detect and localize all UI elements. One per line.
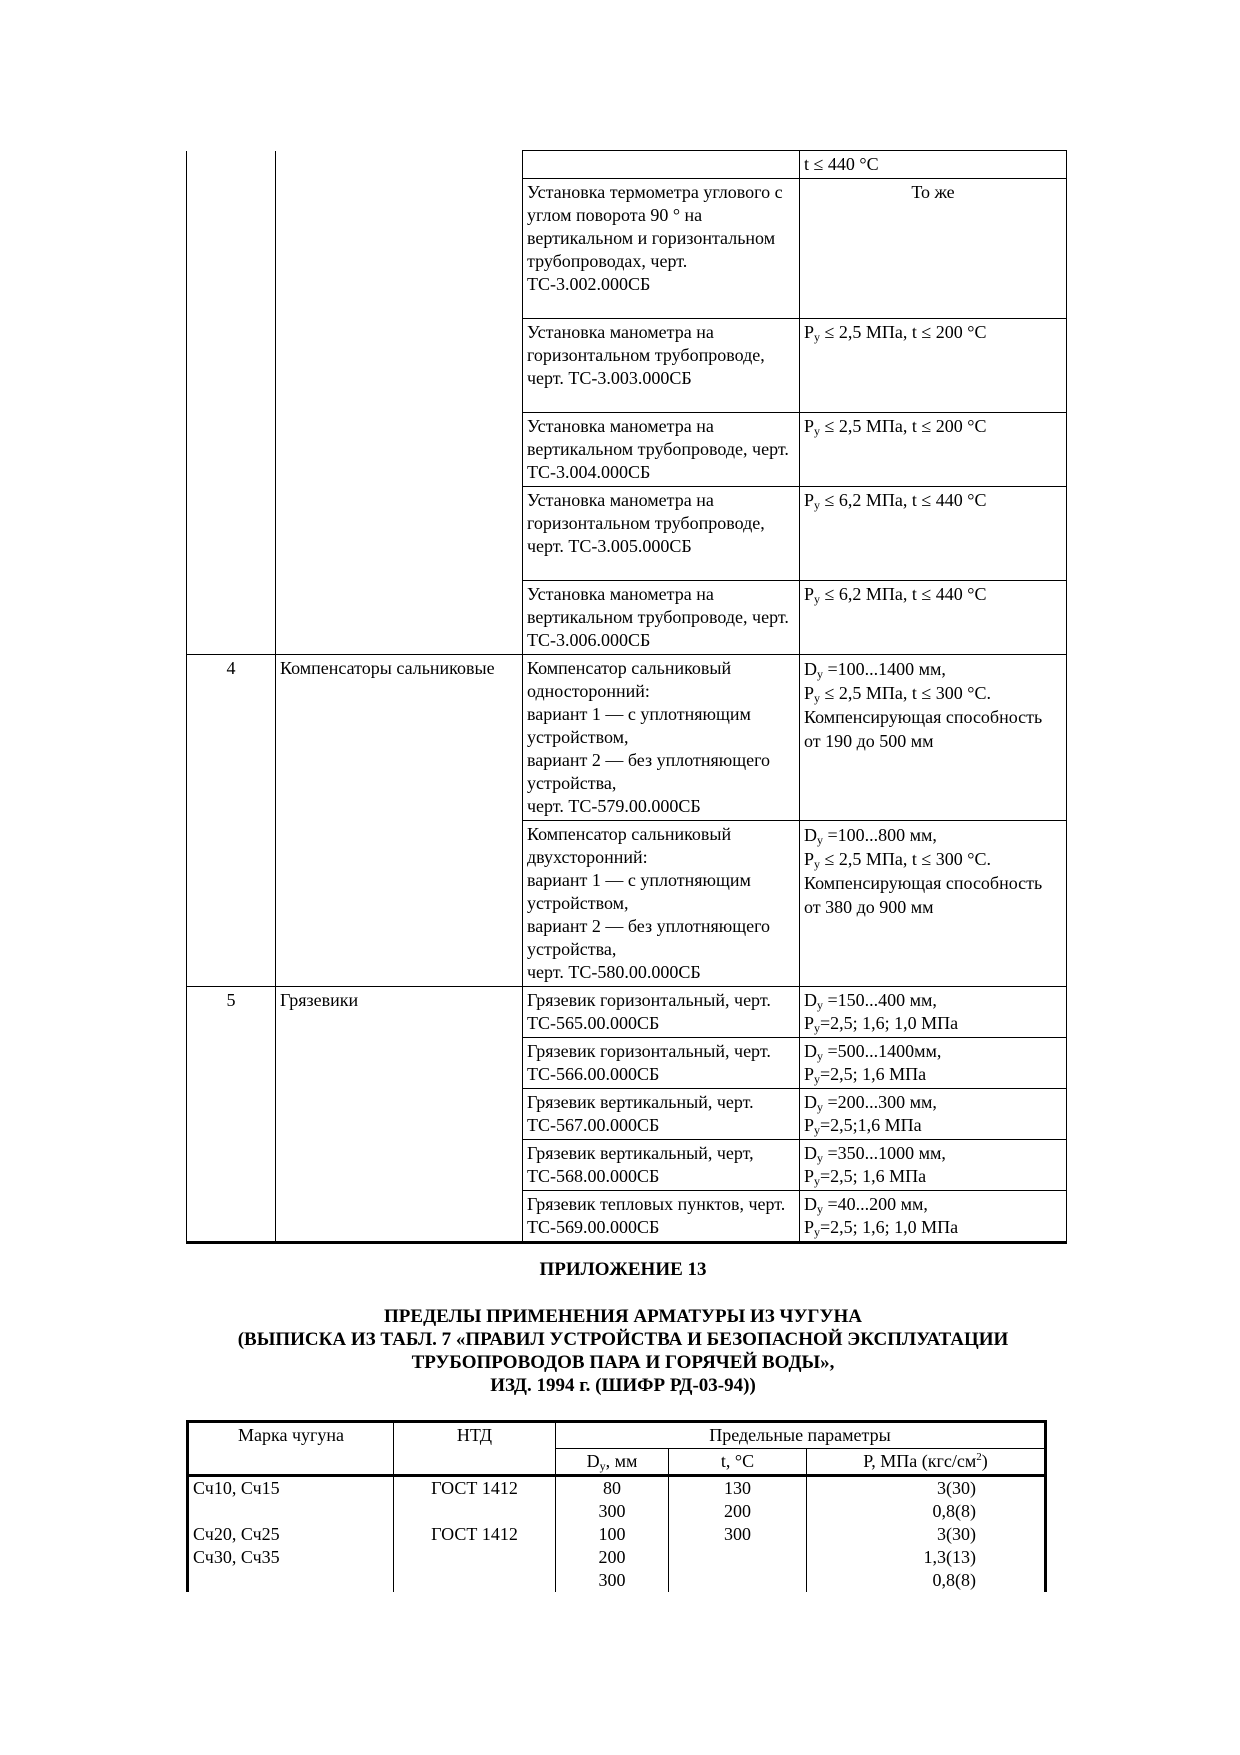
param-line: $D_у =350...1000$ мм, (804, 1143, 946, 1165)
dy-cell: 80 300 100 200 300 (556, 1476, 669, 1593)
param-line: Компенсирующая способность от 380 до 900 мм (804, 873, 1043, 917)
group-name-cell (276, 413, 523, 487)
table-row (187, 581, 1067, 655)
item-line: вариант 1 — с уплотняющим устройством, (527, 870, 751, 913)
item-cell: Установка манометра на горизонтальном трубопроводе, черт. ТС-3.005.000СБ (523, 487, 800, 581)
group-name-cell (276, 1089, 523, 1140)
item-cell: Грязевик горизонтальный, черт. ТС-566.00.000СБ (523, 1038, 800, 1089)
row-number-cell (187, 179, 276, 319)
appendix-title-line: ТРУБОПРОВОДОВ ПАРА И ГОРЯЧЕЙ ВОДЫ», (411, 1352, 835, 1373)
params-cell: t ≤ 440 °C (800, 151, 1067, 179)
group-name-cell: Компенсаторы сальниковые (276, 655, 523, 821)
params-cell (800, 655, 1067, 821)
params-cell (800, 1038, 1067, 1089)
t-cell: 130 200 300 (669, 1476, 807, 1593)
item-line: вариант 1 — с уплотняющим устройством, (527, 704, 751, 747)
item-line: Компенсатор сальниковый односторонний: (527, 658, 732, 701)
column-header-ntd: НТД (394, 1422, 556, 1476)
param-line: $D_у =500...1400мм$, (804, 1041, 942, 1063)
item-line: вариант 2 — без уплотняющего устройства, (527, 750, 770, 793)
param-line: $D_у =100...800$ мм, (804, 825, 937, 847)
params-cell: $P_у \le 6,2$ МПа, t ≤ 440 °C (800, 581, 1067, 655)
params-cell: $P_у \le 6,2$ МПа, t ≤ 440 °C (800, 487, 1067, 581)
param-line: $P_у \le 2,5$ МПа, t ≤ 300 °C. (804, 683, 991, 705)
group-name-cell (276, 821, 523, 987)
table-row (187, 413, 1067, 487)
param-line: $D_у =40...200$ мм, (804, 1194, 928, 1216)
group-name-cell (276, 581, 523, 655)
param-line: $P_у=2,5$; 1,6; 1,0 МПа (804, 1217, 959, 1239)
appendix-title-line: ИЗД. 1994 г. (ШИФР РД-03-94)) (490, 1375, 756, 1396)
appendix-title-line: (ВЫПИСКА ИЗ ТАБЛ. 7 «ПРАВИЛ УСТРОЙСТВА И БЕЗОПАСНОЙ ЭКСПЛУАТАЦИИ (237, 1329, 1009, 1350)
item-cell: Грязевик вертикальный, черт, ТС-568.00.000СБ (523, 1140, 800, 1191)
appendix-label: ПРИЛОЖЕНИЕ 13 (539, 1259, 707, 1280)
p-cell: 3(30) 0,8(8) 3(30) 1,3(13) 0,8(8) (807, 1476, 1046, 1593)
column-header-p: P, МПа $(кгс/см^2)$ (807, 1449, 1046, 1476)
item-cell (523, 151, 800, 179)
row-number-cell: 5 (187, 987, 276, 1038)
item-cell: Установка манометра на вертикальном трубопроводе, черт. ТС-3.004.000СБ (523, 413, 800, 487)
row-number-cell (187, 151, 276, 179)
params-cell (800, 821, 1067, 987)
group-name-cell (276, 319, 523, 413)
group-name-cell (276, 1191, 523, 1243)
table-row (188, 1476, 1046, 1593)
params-cell: $P_у \le 2,5$ МПа, t ≤ 200 °C (800, 413, 1067, 487)
table-row (187, 487, 1067, 581)
group-name-cell (276, 179, 523, 319)
table-row (187, 179, 1067, 319)
item-line: черт. ТС-580.00.000СБ (527, 962, 701, 982)
row-number-cell (187, 1038, 276, 1089)
item-line: черт. ТС-579.00.000СБ (527, 796, 701, 816)
table-row (187, 1089, 1067, 1140)
param-line: $P_у \le 2,5$ МПа, t ≤ 300 °C. (804, 849, 991, 871)
params-cell (800, 987, 1067, 1038)
table-row (187, 655, 1067, 821)
row-number-cell: 4 (187, 655, 276, 821)
item-line: Компенсатор сальниковый двухсторонний: (527, 824, 732, 867)
table-row (187, 1038, 1067, 1089)
params-cell: $P_у \le 2,5$ МПа, t ≤ 200 °C (800, 319, 1067, 413)
group-name-cell: Грязевики (276, 987, 523, 1038)
table-row (187, 1140, 1067, 1191)
item-line: вариант 2 — без уплотняющего устройства, (527, 916, 770, 959)
ntd-cell: ГОСТ 1412 ГОСТ 1412 (394, 1476, 556, 1593)
column-header-dy: $D_у$, мм (556, 1449, 669, 1476)
group-name-cell (276, 1038, 523, 1089)
fittings-table (186, 150, 1067, 1244)
param-line: $D_у =200...300$ мм, (804, 1092, 937, 1114)
table-row (187, 1191, 1067, 1243)
grade-cell: Сч10, Сч15 Сч20, Сч25 Сч30, Сч35 (188, 1476, 394, 1593)
item-cell: Грязевик горизонтальный, черт. ТС-565.00.000СБ (523, 987, 800, 1038)
row-number-cell (187, 1089, 276, 1140)
row-number-cell (187, 821, 276, 987)
appendix-title-line: ПРЕДЕЛЫ ПРИМЕНЕНИЯ АРМАТУРЫ ИЗ ЧУГУНА (384, 1306, 862, 1327)
column-header-limits: Предельные параметры (556, 1422, 1046, 1449)
item-cell: Грязевик вертикальный, черт. ТС-567.00.000СБ (523, 1089, 800, 1140)
row-number-cell (187, 319, 276, 413)
item-cell: Установка манометра на вертикальном трубопроводе, черт. ТС-3.006.000СБ (523, 581, 800, 655)
item-cell (523, 655, 800, 821)
column-header-grade: Марка чугуна (188, 1422, 394, 1476)
params-cell: То же (800, 179, 1067, 319)
param-line: $D_у =100...1400$ мм, (804, 659, 946, 681)
params-cell (800, 1089, 1067, 1140)
row-number-cell (187, 581, 276, 655)
param-line: $P_у=2,5$; 1,6 МПа (804, 1166, 927, 1188)
params-cell (800, 1140, 1067, 1191)
param-line: $D_у =150...400$ мм, (804, 990, 937, 1012)
param-line: $P_у=2,5$; 1,6 МПа (804, 1064, 927, 1086)
param-line: Компенсирующая способность от 190 до 500 мм (804, 707, 1043, 751)
param-line: $P_у=2,5$; 1,6; 1,0 МПа (804, 1013, 959, 1035)
row-number-cell (187, 1191, 276, 1243)
group-name-cell (276, 1140, 523, 1191)
item-cell: Грязевик тепловых пунктов, черт. ТС-569.00.000СБ (523, 1191, 800, 1243)
table-row (187, 319, 1067, 413)
table-header-row (188, 1422, 1046, 1449)
params-cell (800, 1191, 1067, 1243)
appendix-heading (186, 1258, 1060, 1397)
row-number-cell (187, 487, 276, 581)
row-number-cell (187, 413, 276, 487)
row-number-cell (187, 1140, 276, 1191)
item-cell (523, 821, 800, 987)
param-line: $P_у=2,5;1,6$ МПа (804, 1115, 922, 1137)
table-row (187, 151, 1067, 179)
item-cell: Установка термометра углового с углом поворота 90 ° на вертикальном и горизонтальном трубопроводах, черт. ТС-3.002.000СБ (523, 179, 800, 319)
item-cell: Установка манометра на горизонтальном трубопроводе, черт. ТС-3.003.000СБ (523, 319, 800, 413)
cast-iron-table (186, 1420, 1047, 1592)
table-row (187, 987, 1067, 1038)
group-name-cell (276, 487, 523, 581)
column-header-t: t, °C (669, 1449, 807, 1476)
table-row (187, 821, 1067, 987)
group-name-cell (276, 151, 523, 179)
